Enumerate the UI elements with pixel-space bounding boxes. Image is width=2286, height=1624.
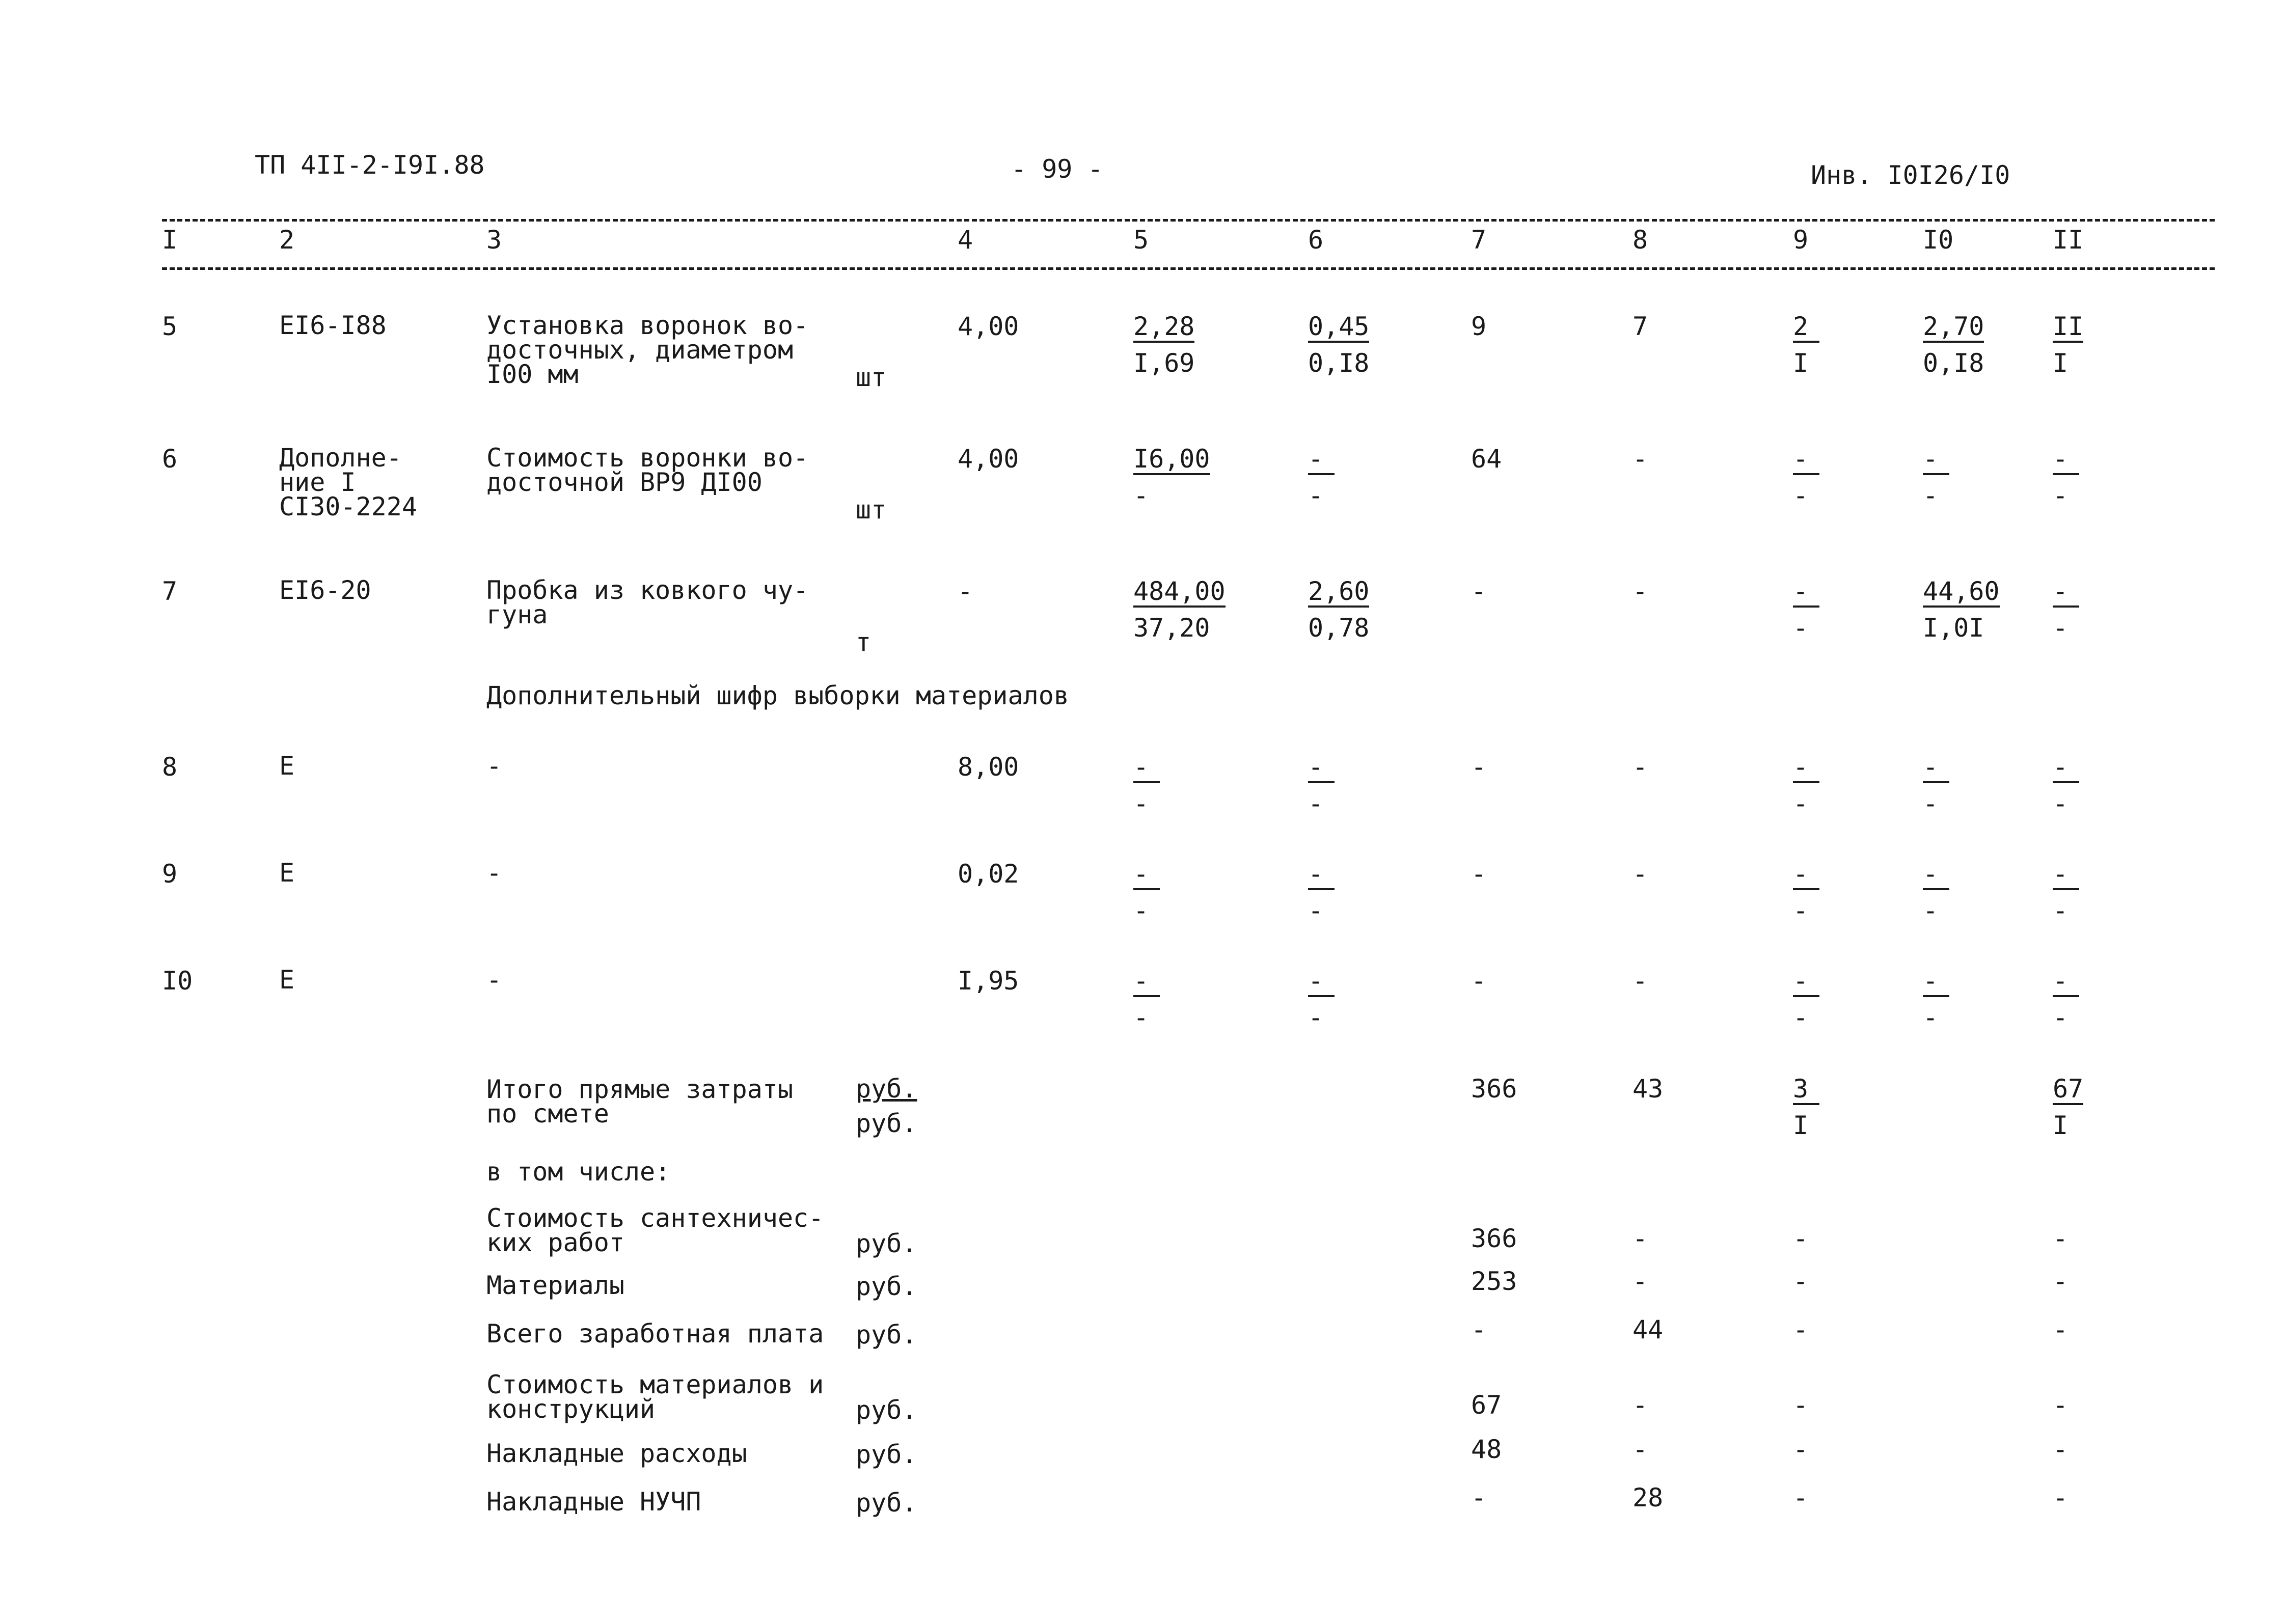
totals-label: Итого прямые затраты по смете bbox=[486, 1075, 794, 1128]
row-col10 bbox=[1923, 754, 1949, 817]
column-header-6: 6 bbox=[1308, 225, 1324, 255]
row-col11-numerator: - bbox=[2053, 446, 2079, 475]
row-col5-numerator: I6,00 bbox=[1133, 446, 1210, 475]
row-col6-numerator: - bbox=[1308, 446, 1335, 475]
row-col6-numerator: 2,60 bbox=[1308, 578, 1369, 608]
row-code: Е bbox=[279, 965, 295, 995]
row-col10-denominator: - bbox=[1923, 789, 1939, 818]
row-col11-denominator: - bbox=[2053, 1003, 2069, 1032]
column-header-II: II bbox=[2053, 225, 2084, 255]
row-col8: 7 bbox=[1632, 312, 1648, 341]
row-col6-numerator: - bbox=[1308, 754, 1335, 783]
row-description: Пробка из ковкого чу- гуна bbox=[486, 575, 809, 629]
row-description: Стоимость воронки во- досточной ВР9 ДI00 bbox=[486, 443, 809, 497]
inventory-number: Инв. I0I26/I0 bbox=[1811, 160, 2010, 190]
row-col5-denominator: - bbox=[1133, 896, 1149, 925]
row-col9-numerator: - bbox=[1793, 578, 1819, 608]
row-col10-denominator: - bbox=[1923, 481, 1939, 510]
row-col10-denominator: - bbox=[1923, 1003, 1939, 1032]
breakdown-col11: - bbox=[2053, 1483, 2069, 1512]
row-col11-denominator: - bbox=[2053, 789, 2069, 818]
row-col5-denominator: - bbox=[1133, 481, 1149, 510]
row-col6-denominator: - bbox=[1308, 789, 1324, 818]
row-col5-numerator: 484,00 bbox=[1133, 578, 1226, 608]
row-col5-denominator: I,69 bbox=[1133, 348, 1195, 378]
row-col9 bbox=[1793, 313, 1819, 376]
row-col9 bbox=[1793, 754, 1819, 817]
row-col5-denominator: - bbox=[1133, 789, 1149, 818]
row-col6 bbox=[1308, 754, 1335, 817]
row-quantity: 8,00 bbox=[958, 752, 1019, 782]
breakdown-label: Стоимость сантехничес- ких работ bbox=[486, 1203, 824, 1257]
header-rule-top bbox=[162, 219, 2215, 222]
row-col7: 64 bbox=[1471, 444, 1502, 474]
breakdown-col8: - bbox=[1632, 1390, 1648, 1420]
row-col6-denominator: - bbox=[1308, 481, 1324, 510]
breakdown-col11: - bbox=[2053, 1267, 2069, 1296]
totals-col7: 366 bbox=[1471, 1074, 1517, 1104]
column-header-5: 5 bbox=[1133, 225, 1149, 255]
row-col6 bbox=[1308, 313, 1369, 376]
row-col5 bbox=[1133, 968, 1160, 1031]
row-col11 bbox=[2053, 578, 2079, 641]
row-col11 bbox=[2053, 313, 2083, 376]
breakdown-col11: - bbox=[2053, 1224, 2069, 1253]
row-description: - bbox=[486, 751, 502, 781]
breakdown-unit: руб. bbox=[856, 1272, 917, 1301]
breakdown-unit: руб. bbox=[856, 1395, 917, 1425]
totals-col11-numerator: 67 bbox=[2053, 1076, 2083, 1105]
column-header-4: 4 bbox=[958, 225, 973, 255]
totals-col8: 43 bbox=[1632, 1074, 1664, 1104]
breakdown-unit: руб. bbox=[856, 1229, 917, 1258]
row-col6-numerator: - bbox=[1308, 968, 1335, 997]
row-col11-denominator: - bbox=[2053, 896, 2069, 925]
breakdown-label: Накладные расходы bbox=[486, 1439, 747, 1468]
row-number: 9 bbox=[162, 859, 178, 889]
row-col8: - bbox=[1632, 444, 1648, 474]
row-col9-numerator: - bbox=[1793, 968, 1819, 997]
row-col9-numerator: - bbox=[1793, 446, 1819, 475]
row-number: 5 bbox=[162, 312, 178, 341]
row-quantity: 4,00 bbox=[958, 312, 1019, 341]
row-col5-denominator: - bbox=[1133, 1003, 1149, 1032]
row-col11-numerator: - bbox=[2053, 578, 2079, 608]
breakdown-col8: 44 bbox=[1632, 1315, 1664, 1344]
row-col10-denominator: I,0I bbox=[1923, 613, 1984, 643]
column-header-3: 3 bbox=[486, 225, 502, 255]
breakdown-col9: - bbox=[1793, 1390, 1809, 1420]
row-col10-numerator: - bbox=[1923, 861, 1949, 890]
row-col10 bbox=[1923, 861, 1949, 924]
breakdown-label: Материалы bbox=[486, 1271, 624, 1300]
row-col9-denominator: - bbox=[1793, 481, 1809, 510]
breakdown-col7: 48 bbox=[1471, 1435, 1502, 1464]
row-col10-numerator: - bbox=[1923, 754, 1949, 783]
row-code: Е bbox=[279, 858, 295, 888]
row-col6-denominator: - bbox=[1308, 1003, 1324, 1032]
row-col7: - bbox=[1471, 576, 1487, 606]
row-col7: - bbox=[1471, 966, 1487, 996]
breakdown-col9: - bbox=[1793, 1224, 1809, 1253]
row-col8: - bbox=[1632, 752, 1648, 782]
row-col9 bbox=[1793, 968, 1819, 1031]
row-col10-denominator: - bbox=[1923, 896, 1939, 925]
breakdown-unit: руб. bbox=[856, 1320, 917, 1350]
row-col5-numerator: 2,28 bbox=[1133, 313, 1194, 343]
breakdown-label: Всего заработная плата bbox=[486, 1319, 824, 1348]
breakdown-col9: - bbox=[1793, 1267, 1809, 1296]
breakdown-col8: 28 bbox=[1632, 1483, 1664, 1512]
row-col9-denominator: - bbox=[1793, 613, 1809, 643]
breakdown-unit: руб. bbox=[856, 1440, 917, 1469]
totals-unit-top: руб. bbox=[856, 1074, 917, 1104]
row-col10-numerator: 2,70 bbox=[1923, 313, 1984, 343]
row-col8: - bbox=[1632, 859, 1648, 889]
row-col7: - bbox=[1471, 859, 1487, 889]
row-col10 bbox=[1923, 578, 2000, 641]
row-col11 bbox=[2053, 861, 2079, 924]
row-col7: 9 bbox=[1471, 312, 1487, 341]
totals-col9-numerator: 3 bbox=[1793, 1076, 1819, 1105]
row-col10-numerator: - bbox=[1923, 968, 1949, 997]
row-number: 8 bbox=[162, 752, 178, 782]
row-col10 bbox=[1923, 446, 1949, 509]
row-col6 bbox=[1308, 861, 1335, 924]
row-description: - bbox=[486, 965, 502, 995]
breakdown-col7: - bbox=[1471, 1315, 1487, 1344]
row-col7: - bbox=[1471, 752, 1487, 782]
row-col11-numerator: - bbox=[2053, 968, 2079, 997]
row-col9 bbox=[1793, 861, 1819, 924]
row-col6 bbox=[1308, 968, 1335, 1031]
row-col11-numerator: II bbox=[2053, 313, 2083, 343]
breakdown-unit: руб. bbox=[856, 1488, 917, 1518]
row-col9-denominator: I bbox=[1793, 348, 1809, 378]
totals-col9-denominator: I bbox=[1793, 1111, 1809, 1140]
row-col5 bbox=[1133, 313, 1194, 376]
row-col9 bbox=[1793, 578, 1819, 641]
row-col10-numerator: - bbox=[1923, 446, 1949, 475]
row-col9-numerator: - bbox=[1793, 861, 1819, 890]
row-col11 bbox=[2053, 968, 2079, 1031]
totals-unit-bottom: руб. bbox=[856, 1109, 917, 1138]
row-col6 bbox=[1308, 578, 1369, 641]
row-description: Установка воронок во- досточных, диаметром I00 мм bbox=[486, 311, 809, 389]
row-quantity: 4,00 bbox=[958, 444, 1019, 474]
row-col5 bbox=[1133, 754, 1160, 817]
row-quantity: 0,02 bbox=[958, 859, 1019, 889]
breakdown-col7: 366 bbox=[1471, 1224, 1517, 1253]
row-code: Дополне- ние I СI30-2224 bbox=[279, 443, 417, 521]
row-col6-numerator: - bbox=[1308, 861, 1335, 890]
row-col9-denominator: - bbox=[1793, 1003, 1809, 1032]
row-col8: - bbox=[1632, 966, 1648, 996]
row-number: 7 bbox=[162, 576, 178, 606]
totals-col9 bbox=[1793, 1076, 1819, 1139]
row-unit: шт bbox=[856, 495, 887, 525]
row-code: Е bbox=[279, 751, 295, 781]
row-col11-denominator: - bbox=[2053, 613, 2069, 643]
row-col10-numerator: 44,60 bbox=[1923, 578, 2000, 608]
header-rule-bottom bbox=[162, 267, 2215, 270]
breakdown-col7: 67 bbox=[1471, 1390, 1502, 1420]
column-header-I0: I0 bbox=[1923, 225, 1954, 255]
totals-col11-denominator: I bbox=[2053, 1111, 2069, 1140]
breakdown-col8: - bbox=[1632, 1267, 1648, 1296]
row-col8: - bbox=[1632, 576, 1648, 606]
row-number: I0 bbox=[162, 966, 193, 996]
row-code: ЕI6-I88 bbox=[279, 311, 387, 340]
row-col9 bbox=[1793, 446, 1819, 509]
row-col9-numerator: - bbox=[1793, 754, 1819, 783]
column-header-2: 2 bbox=[279, 225, 295, 255]
breakdown-col7: - bbox=[1471, 1483, 1487, 1512]
row-col6-numerator: 0,45 bbox=[1308, 313, 1369, 343]
column-header-9: 9 bbox=[1793, 225, 1809, 255]
breakdown-col11: - bbox=[2053, 1435, 2069, 1464]
breakdown-col9: - bbox=[1793, 1435, 1809, 1464]
row-col6-denominator: 0,78 bbox=[1308, 613, 1370, 643]
row-quantity: I,95 bbox=[958, 966, 1019, 996]
breakdown-col8: - bbox=[1632, 1435, 1648, 1464]
row-col11 bbox=[2053, 446, 2079, 509]
row-col9-numerator: 2 bbox=[1793, 313, 1819, 343]
row-col6 bbox=[1308, 446, 1335, 509]
row-col5-numerator: - bbox=[1133, 968, 1160, 997]
breakdown-col9: - bbox=[1793, 1315, 1809, 1344]
row-description: - bbox=[486, 858, 502, 888]
including-label: в том числе: bbox=[486, 1157, 671, 1187]
row-col10 bbox=[1923, 968, 1949, 1031]
breakdown-col11: - bbox=[2053, 1390, 2069, 1420]
breakdown-col8: - bbox=[1632, 1224, 1648, 1253]
row-col11 bbox=[2053, 754, 2079, 817]
breakdown-col11: - bbox=[2053, 1315, 2069, 1344]
breakdown-label: Стоимость материалов и конструкций bbox=[486, 1370, 824, 1424]
row-col11-denominator: - bbox=[2053, 481, 2069, 510]
column-header-I: I bbox=[162, 225, 178, 255]
row-col6-denominator: - bbox=[1308, 896, 1324, 925]
row-unit: т bbox=[856, 627, 872, 657]
breakdown-col9: - bbox=[1793, 1483, 1809, 1512]
row-col10-denominator: 0,I8 bbox=[1923, 348, 1984, 378]
row-col11-numerator: - bbox=[2053, 861, 2079, 890]
row-number: 6 bbox=[162, 444, 178, 474]
row-col5-denominator: 37,20 bbox=[1133, 613, 1210, 643]
breakdown-col7: 253 bbox=[1471, 1267, 1517, 1296]
row-col11-numerator: - bbox=[2053, 754, 2079, 783]
row-col5-numerator: - bbox=[1133, 861, 1160, 890]
row-col11-denominator: I bbox=[2053, 348, 2069, 378]
totals-col11 bbox=[2053, 1076, 2083, 1139]
row-col9-denominator: - bbox=[1793, 789, 1809, 818]
row-unit: шт bbox=[856, 363, 887, 392]
breakdown-label: Накладные НУЧП bbox=[486, 1487, 701, 1517]
row-col10 bbox=[1923, 313, 1984, 376]
section-title: Дополнительный шифр выборки материалов bbox=[486, 681, 1069, 710]
row-col9-denominator: - bbox=[1793, 896, 1809, 925]
column-header-8: 8 bbox=[1632, 225, 1648, 255]
row-col5-numerator: - bbox=[1133, 754, 1160, 783]
row-code: ЕI6-20 bbox=[279, 575, 371, 605]
row-col5 bbox=[1133, 446, 1210, 509]
row-quantity: - bbox=[958, 576, 973, 606]
column-header-7: 7 bbox=[1471, 225, 1487, 255]
row-col6-denominator: 0,I8 bbox=[1308, 348, 1370, 378]
document-code: ТП 4II-2-I9I.88 bbox=[255, 150, 485, 180]
row-col5 bbox=[1133, 861, 1160, 924]
page-number: - 99 - bbox=[1011, 154, 1103, 184]
row-col5 bbox=[1133, 578, 1226, 641]
